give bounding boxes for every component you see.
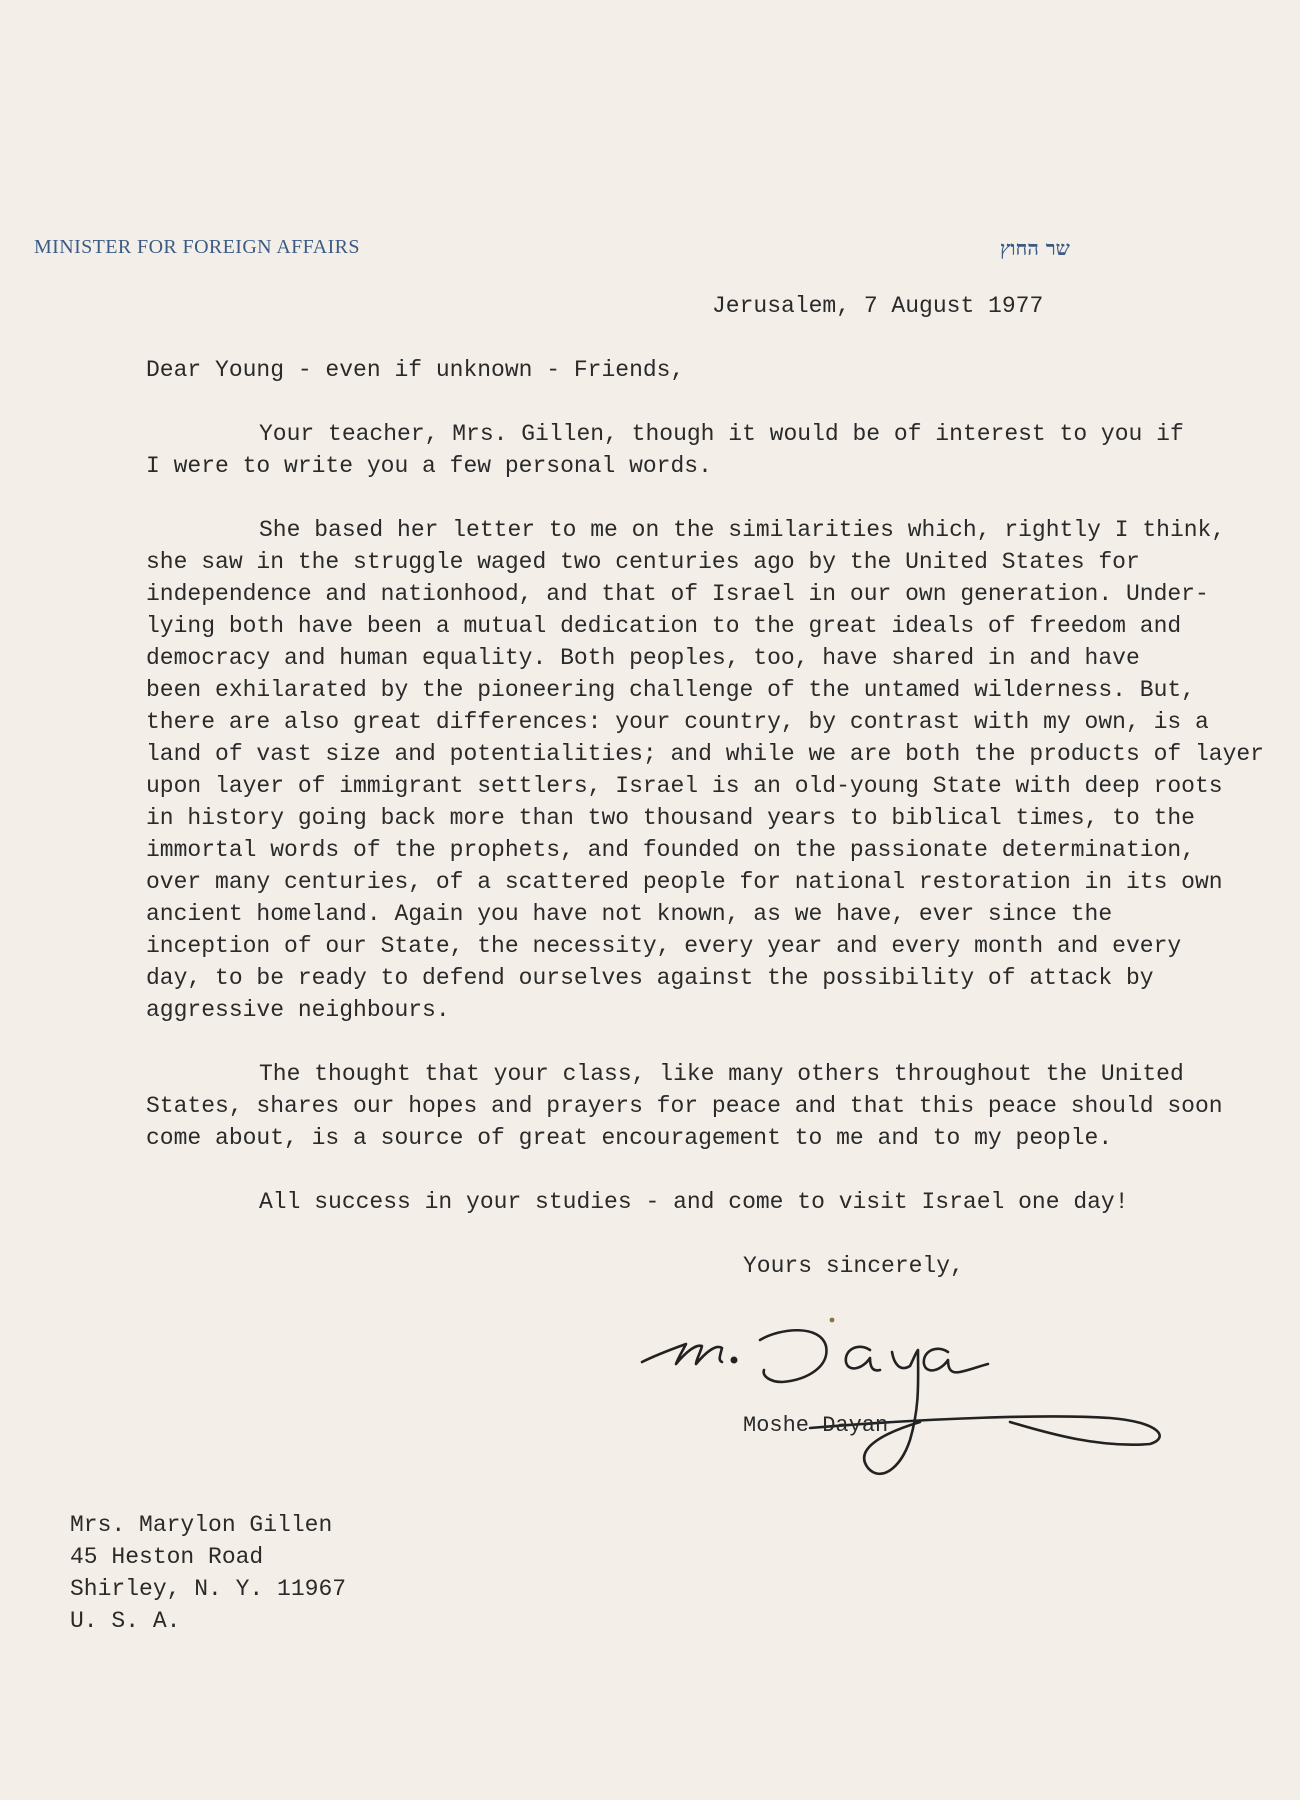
paragraph-line: Your teacher, Mrs. Gillen, though it would be of interest to you if [259,421,1184,447]
paragraph-3 [146,1058,1223,1154]
paragraph-2 [146,514,1264,1026]
address-line: Mrs. Marylon Gillen [70,1512,333,1538]
paragraph-line: she saw in the struggle waged two centuries ago by the United States for [146,549,1140,575]
paragraph-1 [146,418,1184,482]
paragraph-line: immortal words of the prophets, and founded on the passionate determination, [146,837,1195,863]
paragraph-line: She based her letter to me on the similarities which, rightly I think, [259,517,1226,543]
letterhead-title: MINISTER FOR FOREIGN AFFAIRS [34,236,360,258]
salutation: Dear Young - even if unknown - Friends, [146,357,685,383]
paragraph-line: States, shares our hopes and prayers for peace and that this peace should soon [146,1093,1223,1119]
paragraph-line: upon layer of immigrant settlers, Israel is an old-young State with deep roots [146,773,1223,799]
paragraph-line: land of vast size and potentialities; and while we are both the products of layer [146,741,1264,767]
paragraph-line: All success in your studies - and come to visit Israel one day! [259,1189,1129,1215]
letter-body [146,354,1264,1250]
paragraph-line: over many centuries, of a scattered people for national restoration in its own [146,869,1223,895]
paragraph-line: day, to be ready to defend ourselves against the possibility of attack by [146,965,1154,991]
signatory-name: Moshe Dayan [743,1413,889,1438]
paragraph-line: I were to write you a few personal words. [146,453,712,479]
paragraph-line: inception of our State, the necessity, every year and every month and every [146,933,1182,959]
paragraph-line: in history going back more than two thousand years to biblical times, to the [146,805,1195,831]
paragraph-line: come about, is a source of great encouragement to me and to my people. [146,1125,1113,1151]
paragraph-4 [146,1186,1166,1218]
paragraph-line: been exhilarated by the pioneering challenge of the untamed wilderness. But, [146,677,1195,703]
address-line: Shirley, N. Y. 11967 [70,1576,347,1602]
paragraph-line: democracy and human equality. Both peoples, too, have shared in and have [146,645,1140,671]
closing: Yours sincerely, [743,1253,964,1279]
paragraph-line: The thought that your class, like many others throughout the United [259,1061,1184,1087]
address-line: 45 Heston Road [70,1544,264,1570]
paragraph-line: aggressive neighbours. [146,997,450,1023]
handwritten-signature [630,1310,1190,1500]
date-line: Jerusalem, 7 August 1977 [712,293,1044,319]
paragraph-line: lying both have been a mutual dedication to the great ideals of freedom and [146,613,1182,639]
letterhead-hebrew-title: שר החוץ [1000,236,1070,260]
paragraph-line: there are also great differences: your country, by contrast with my own, is a [146,709,1209,735]
paragraph-line: independence and nationhood, and that of Israel in our own generation. Under- [146,581,1209,607]
recipient-address [70,1509,346,1637]
address-line: U. S. A. [70,1608,181,1634]
paragraph-line: ancient homeland. Again you have not known, as we have, ever since the [146,901,1113,927]
